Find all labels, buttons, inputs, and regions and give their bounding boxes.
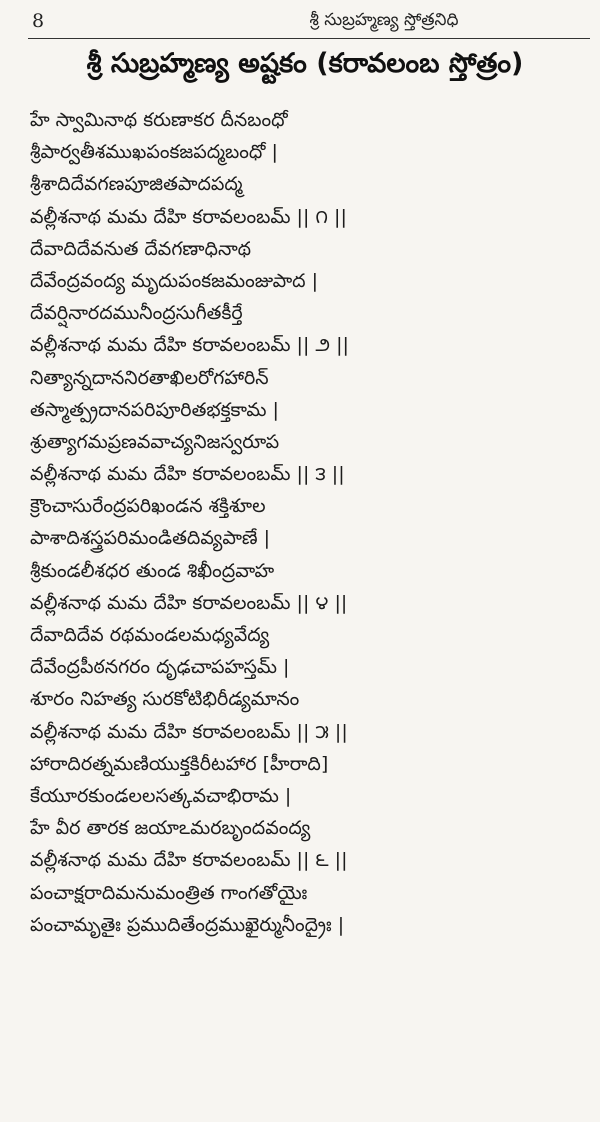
verse-line: శ్రుత్యాగమప్రణవవాచ్యనిజస్వరూప <box>30 430 280 453</box>
verse-line: శ్రీపార్వతీశముఖపంకజపద్మబంధో | <box>30 141 278 164</box>
running-title: శ్రీ సుబ్రహ్మణ్య స్తోత్రనిధి <box>309 10 459 30</box>
stotram-title: శ్రీ సుబ్రహ్మణ్య అష్టకం (కరావలంబ స్తోత్రం) <box>86 48 524 79</box>
verse-line: శ్రీకుండలీశధర తుండ శిఖీంద్రవాహ <box>30 559 275 582</box>
page-number: 8 <box>32 10 45 32</box>
verse-line: వల్లీశనాథ మమ దేహి కరావలంబమ్ || ౬ || <box>30 849 348 872</box>
verse-line: నిత్యాన్నదాననిరతాఖిలరోగహారిన్ <box>30 366 269 389</box>
verse-line: పంచాక్షరాదిమనుమంత్రిత గాంగతోయైః <box>30 881 308 904</box>
verse-line: హారాదిరత్నమణియుక్తకిరీటహార [హీరాది] <box>30 752 329 775</box>
verse-line: దేవాదిదేవనుత దేవగణాధినాథ <box>30 237 252 260</box>
verse-line: హే స్వామినాథ కరుణాకర దీనబంధో <box>30 109 288 131</box>
verse-line: దేవర్షినారదమునీంద్రసుగీతకీర్తే <box>30 302 243 325</box>
verse-line: పంచామృతైః ప్రముదితేంద్రముఖైర్మునీంద్రైః | <box>30 913 345 936</box>
verse-line: హే వీర తారక జయాఽమరబృందవంద్య <box>30 817 311 840</box>
verse-line: వల్లీశనాథ మమ దేహి కరావలంబమ్ || ౫ || <box>30 720 348 743</box>
verse-line: వల్లీశనాథ మమ దేహి కరావలంబమ్ || ౧ || <box>30 205 347 228</box>
verse-line: వల్లీశనాథ మమ దేహి కరావలంబమ్ || ౩ || <box>30 463 345 486</box>
page-header <box>28 8 590 39</box>
verse-line: వల్లీశనాథ మమ దేహి కరావలంబమ్ || ౪ || <box>30 591 348 614</box>
verse-line: వల్లీశనాథ మమ దేహి కరావలంబమ్ || ౨ || <box>30 334 349 357</box>
verse-line: శ్రీశాదిదేవగణపూజితపాదపద్మ <box>30 173 243 196</box>
verse-line: దేవేంద్రపీఠనగరం దృఢచాపహస్తమ్ | <box>30 656 290 679</box>
verse-line: పాశాదిశస్త్రపరిమండితదివ్యపాణే | <box>30 527 271 550</box>
verse-lines <box>30 104 590 941</box>
verse-line: కేయూరకుండలలసత్కవచాభిరామ | <box>30 784 292 807</box>
verse-line: క్రౌంచాసురేంద్రపరిఖండన శక్తిశూల <box>30 495 266 518</box>
verse-line: తస్మాత్ప్రదానపరిపూరితభక్తకామ | <box>30 398 279 421</box>
verse-line: శూరం నిహత్య సురకోటిభిరీడ్యమానం <box>30 688 300 711</box>
verse-line: దేవేంద్రవంద్య మృదుపంకజమంజుపాద | <box>30 269 319 292</box>
verse-line: దేవాదిదేవ రథమండలమధ్యవేద్య <box>30 624 270 646</box>
